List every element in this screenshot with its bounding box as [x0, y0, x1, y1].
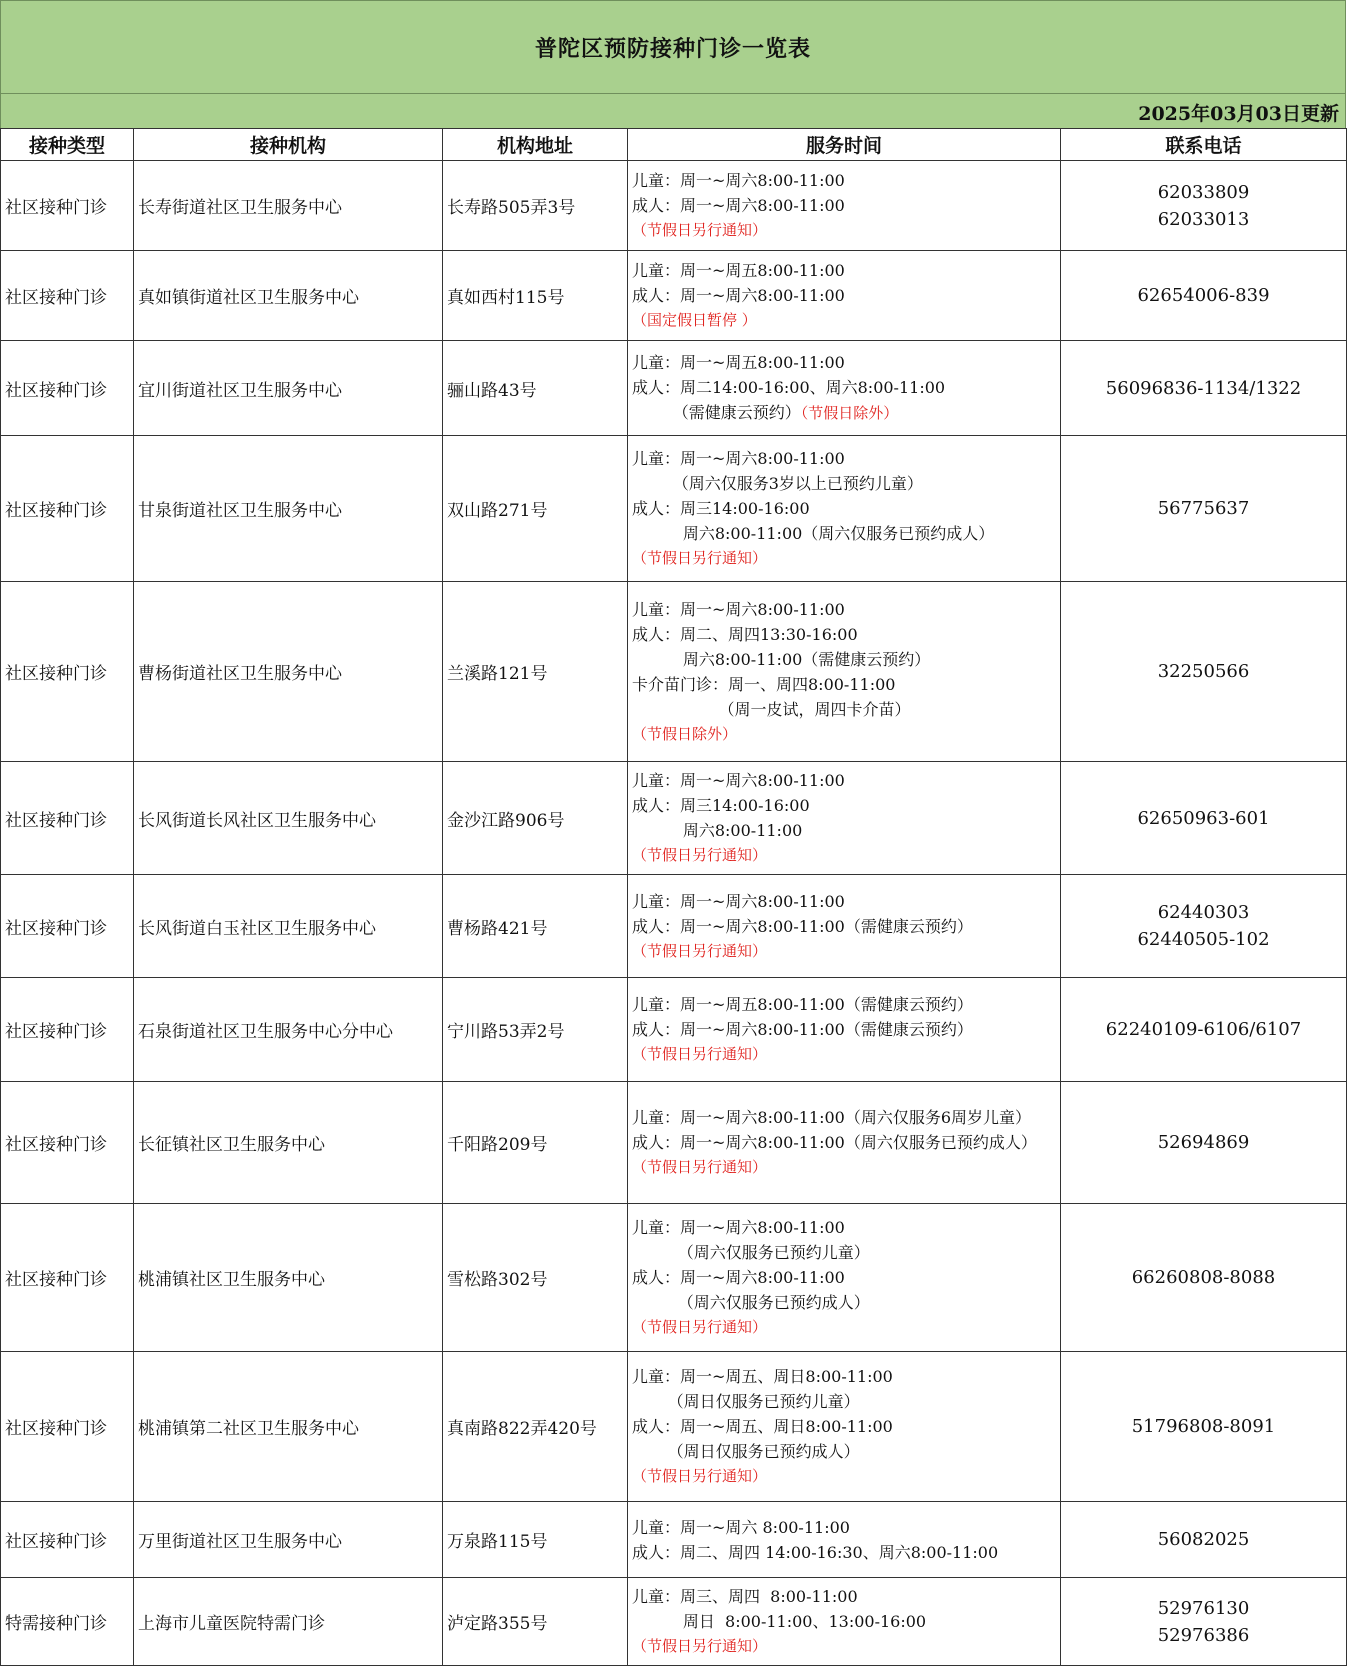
cell-address: 万泉路115号 [443, 1502, 628, 1578]
cell-phone [1061, 1204, 1347, 1352]
table-row [1, 341, 1347, 436]
phone-number: 56096836-1134/1322 [1105, 377, 1302, 399]
service-line [632, 375, 1060, 400]
service-text: 儿童：周一~周六8:00-11:00 [632, 891, 845, 911]
service-text: 儿童：周一~周五8:00-11:00 [632, 353, 845, 372]
header-type: 接种类型 [1, 129, 134, 161]
service-text: （节假日另行通知） [632, 941, 768, 960]
cell-phone [1061, 762, 1347, 875]
service-line [632, 1265, 1060, 1290]
service-line [632, 1609, 1060, 1634]
holiday-note [632, 1042, 1060, 1067]
title-bar [0, 0, 1346, 94]
service-line [632, 1414, 1060, 1439]
table-body [1, 161, 1347, 1666]
cell-address: 双山路271号 [443, 436, 628, 582]
service-line [632, 168, 1060, 193]
service-line [632, 1105, 1060, 1130]
holiday-note: （节假日除外） [800, 404, 899, 422]
service-text: （节假日另行通知） [632, 221, 768, 239]
cell-service-time [628, 762, 1061, 875]
cell-service-time [628, 1082, 1061, 1204]
header-service-time: 服务时间 [628, 129, 1061, 161]
table-row [1, 762, 1347, 875]
service-text: 成人：周三14:00-16:00 [632, 796, 810, 815]
holiday-note [632, 218, 1060, 243]
service-line [632, 672, 1060, 697]
service-line [632, 1130, 1060, 1155]
cell-org: 石泉街道社区卫生服务中心分中心 [134, 978, 443, 1082]
table-row [1, 1578, 1347, 1666]
service-line [632, 1389, 1060, 1414]
service-text: （周六仅服务已预约成人） [632, 1293, 870, 1312]
service-text: 周日 8:00-11:00、13:00-16:00 [632, 1612, 927, 1631]
service-text: 成人：周一~周六8:00-11:00（需健康云预约） [632, 1020, 973, 1039]
service-line [632, 793, 1060, 818]
cell-service-time [628, 251, 1061, 341]
service-text: 成人：周二、周四13:30-16:00 [632, 624, 858, 644]
holiday-note [632, 1155, 1060, 1180]
phone-number: 62654006-839 [1137, 285, 1270, 306]
service-line [632, 622, 1060, 647]
cell-phone [1061, 251, 1347, 341]
phone-number: 62440505-102 [1137, 929, 1270, 950]
service-text: （节假日另行通知） [632, 1637, 768, 1655]
cell-type: 社区接种门诊 [1, 875, 134, 978]
phone-number: 62033013 [1157, 208, 1250, 230]
service-line [632, 914, 1060, 939]
service-line [632, 1540, 1060, 1565]
service-text: 成人：周一~周五、周日8:00-11:00 [632, 1417, 893, 1436]
phone-number: 51796808-8091 [1131, 1416, 1276, 1437]
header-phone: 联系电话 [1061, 129, 1347, 161]
service-text: （节假日另行通知） [632, 549, 768, 567]
service-text: 成人：周一~周六8:00-11:00 [632, 286, 845, 305]
service-line [632, 697, 1060, 722]
cell-service-time [628, 978, 1061, 1082]
cell-address: 骊山路43号 [443, 341, 628, 436]
header-address: 机构地址 [443, 129, 628, 161]
table-row [1, 978, 1347, 1082]
service-text: （节假日另行通知） [632, 1045, 768, 1063]
phone-number: 62240109-6106/6107 [1105, 1019, 1302, 1040]
cell-org: 万里街道社区卫生服务中心 [134, 1502, 443, 1578]
phone-number: 62440303 [1157, 902, 1250, 923]
service-line [632, 258, 1060, 283]
cell-type: 社区接种门诊 [1, 161, 134, 251]
table-row [1, 1502, 1347, 1578]
cell-service-time [628, 875, 1061, 978]
phone-number: 52976386 [1157, 1624, 1250, 1646]
service-text: 成人：周一~周六8:00-11:00（需健康云预约） [632, 916, 973, 936]
cell-phone [1061, 341, 1347, 436]
cell-type: 社区接种门诊 [1, 1502, 134, 1578]
service-text: 儿童：周一~周六8:00-11:00 [632, 1218, 845, 1237]
cell-type: 社区接种门诊 [1, 762, 134, 875]
cell-phone [1061, 978, 1347, 1082]
table-row [1, 161, 1347, 251]
table-row [1, 582, 1347, 762]
cell-type: 特需接种门诊 [1, 1578, 134, 1666]
phone-number: 66260808-8088 [1131, 1267, 1276, 1288]
holiday-note [632, 843, 1060, 868]
cell-type: 社区接种门诊 [1, 251, 134, 341]
service-text: （节假日另行通知） [632, 1467, 768, 1485]
service-text: 周六8:00-11:00 [632, 821, 803, 840]
cell-type: 社区接种门诊 [1, 1082, 134, 1204]
cell-org: 长风街道白玉社区卫生服务中心 [134, 875, 443, 978]
service-text: （需健康云预约） [632, 403, 801, 422]
service-line [632, 1584, 1060, 1609]
service-line [632, 350, 1060, 375]
cell-org: 桃浦镇社区卫生服务中心 [134, 1204, 443, 1352]
service-text: （节假日另行通知） [632, 1158, 768, 1176]
table-row [1, 251, 1347, 341]
service-text: 成人：周一~周六8:00-11:00 [632, 1268, 845, 1287]
holiday-note [632, 939, 1060, 964]
service-text: 儿童：周一~周六8:00-11:00 [632, 771, 845, 790]
cell-address: 真如西村115号 [443, 251, 628, 341]
cell-org: 长寿街道社区卫生服务中心 [134, 161, 443, 251]
service-line [632, 496, 1060, 521]
cell-address: 曹杨路421号 [443, 875, 628, 978]
cell-org: 上海市儿童医院特需门诊 [134, 1578, 443, 1666]
service-line [632, 1017, 1060, 1042]
cell-address: 长寿路505弄3号 [443, 161, 628, 251]
service-text: 成人：周一~周六8:00-11:00（周六仅服务已预约成人） [632, 1133, 1037, 1152]
service-text: （周六仅服务已预约儿童） [632, 1243, 870, 1262]
cell-address: 兰溪路121号 [443, 582, 628, 762]
service-line [632, 400, 1060, 426]
service-text: 儿童：周一~周六8:00-11:00 [632, 599, 845, 619]
cell-phone [1061, 161, 1347, 251]
cell-service-time [628, 341, 1061, 436]
cell-service-time [628, 582, 1061, 762]
service-line [632, 1215, 1060, 1240]
cell-type: 社区接种门诊 [1, 582, 134, 762]
cell-phone [1061, 1352, 1347, 1502]
cell-type: 社区接种门诊 [1, 436, 134, 582]
phone-number: 52976130 [1157, 1597, 1250, 1619]
service-text: 儿童：周一~周六 8:00-11:00 [632, 1517, 850, 1537]
holiday-note [632, 546, 1060, 571]
cell-phone [1061, 875, 1347, 978]
service-line [632, 1290, 1060, 1315]
service-line [632, 1515, 1060, 1540]
phone-number: 56082025 [1157, 1529, 1250, 1550]
cell-service-time [628, 1502, 1061, 1578]
service-text: （国定假日暂停 ） [632, 311, 757, 329]
table-row [1, 875, 1347, 978]
cell-service-time [628, 1204, 1061, 1352]
cell-org: 宜川街道社区卫生服务中心 [134, 341, 443, 436]
phone-number: 62650963-601 [1137, 807, 1270, 829]
clinic-table [0, 128, 1347, 1666]
service-text: 卡介苗门诊：周一、周四8:00-11:00 [632, 674, 896, 694]
cell-org: 长征镇社区卫生服务中心 [134, 1082, 443, 1204]
service-line [632, 446, 1060, 471]
phone-number: 32250566 [1157, 661, 1250, 682]
service-line [632, 521, 1060, 546]
service-text: 成人：周二、周四 14:00-16:30、周六8:00-11:00 [632, 1542, 999, 1562]
service-text: （节假日除外） [632, 724, 738, 743]
table-row [1, 1204, 1347, 1352]
table-row [1, 436, 1347, 582]
update-note: 2025年03月03日更新 [1138, 103, 1339, 125]
service-text: 周六8:00-11:00（周六仅服务已预约成人） [632, 524, 995, 543]
holiday-note [632, 308, 1060, 333]
service-line [632, 889, 1060, 914]
cell-service-time [628, 436, 1061, 582]
cell-org: 曹杨街道社区卫生服务中心 [134, 582, 443, 762]
cell-service-time [628, 1352, 1061, 1502]
table-row [1, 1352, 1347, 1502]
holiday-note [632, 1464, 1060, 1489]
service-text: （周六仅服务3岁以上已预约儿童） [632, 474, 923, 493]
cell-phone [1061, 582, 1347, 762]
cell-type: 社区接种门诊 [1, 1352, 134, 1502]
holiday-note [632, 722, 1060, 747]
cell-address: 真南路822弄420号 [443, 1352, 628, 1502]
service-text: （周日仅服务已预约成人） [632, 1442, 860, 1461]
cell-type: 社区接种门诊 [1, 1204, 134, 1352]
cell-org: 真如镇街道社区卫生服务中心 [134, 251, 443, 341]
cell-type: 社区接种门诊 [1, 978, 134, 1082]
phone-number: 62033809 [1157, 181, 1250, 203]
service-line [632, 647, 1060, 672]
service-text: （节假日另行通知） [632, 1318, 768, 1336]
service-text: 儿童：周一~周五8:00-11:00（需健康云预约） [632, 995, 973, 1014]
cell-phone [1061, 1082, 1347, 1204]
header-row [1, 129, 1347, 161]
cell-address: 宁川路53弄2号 [443, 978, 628, 1082]
phone-number: 52694869 [1157, 1132, 1250, 1153]
service-text: 儿童：周一~周六8:00-11:00 [632, 171, 845, 190]
phone-number: 56775637 [1157, 498, 1250, 519]
cell-address: 泸定路355号 [443, 1578, 628, 1666]
cell-address: 雪松路302号 [443, 1204, 628, 1352]
service-text: （周一皮试，周四卡介苗） [632, 699, 911, 719]
cell-service-time [628, 1578, 1061, 1666]
cell-address: 千阳路209号 [443, 1082, 628, 1204]
cell-phone [1061, 1502, 1347, 1578]
update-bar [0, 94, 1346, 128]
holiday-note [632, 1634, 1060, 1659]
cell-org: 长风街道长风社区卫生服务中心 [134, 762, 443, 875]
service-line [632, 597, 1060, 622]
service-text: 儿童：周一~周六8:00-11:00（周六仅服务6周岁儿童） [632, 1108, 1032, 1127]
cell-type: 社区接种门诊 [1, 341, 134, 436]
service-text: 成人：周一~周六8:00-11:00 [632, 196, 845, 215]
service-line [632, 1439, 1060, 1464]
service-text: 儿童：周三、周四 8:00-11:00 [632, 1587, 858, 1606]
cell-phone [1061, 1578, 1347, 1666]
cell-phone [1061, 436, 1347, 582]
service-line [632, 768, 1060, 793]
page-title: 普陀区预防接种门诊一览表 [534, 36, 811, 62]
service-text: 周六8:00-11:00（需健康云预约） [632, 649, 931, 669]
cell-org: 甘泉街道社区卫生服务中心 [134, 436, 443, 582]
service-line [632, 193, 1060, 218]
cell-org: 桃浦镇第二社区卫生服务中心 [134, 1352, 443, 1502]
service-line [632, 283, 1060, 308]
cell-service-time [628, 161, 1061, 251]
service-text: （节假日另行通知） [632, 846, 768, 864]
cell-address: 金沙江路906号 [443, 762, 628, 875]
service-text: 成人：周二14:00-16:00、周六8:00-11:00 [632, 378, 946, 397]
service-text: 儿童：周一~周五、周日8:00-11:00 [632, 1367, 893, 1386]
holiday-note [632, 1315, 1060, 1340]
header-org: 接种机构 [134, 129, 443, 161]
service-line [632, 471, 1060, 496]
service-line [632, 992, 1060, 1017]
service-text: （周日仅服务已预约儿童） [632, 1392, 860, 1411]
service-text: 成人：周三14:00-16:00 [632, 499, 810, 518]
service-line [632, 1364, 1060, 1389]
service-text: 儿童：周一~周六8:00-11:00 [632, 449, 845, 468]
service-line [632, 818, 1060, 843]
service-text: 儿童：周一~周五8:00-11:00 [632, 261, 845, 280]
service-line [632, 1240, 1060, 1265]
table-row [1, 1082, 1347, 1204]
